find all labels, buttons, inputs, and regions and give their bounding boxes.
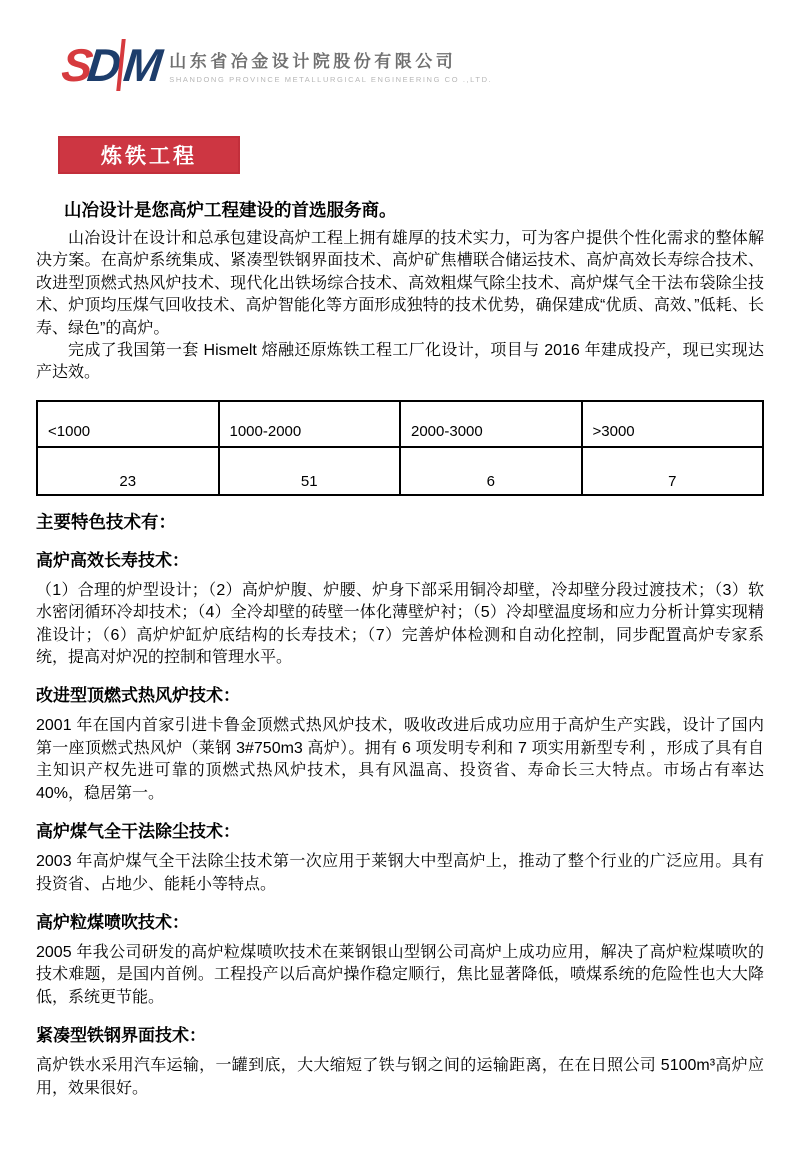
features-main-title: 主要特色技术有：: [36, 511, 176, 532]
logo-letter-d: D: [84, 39, 119, 91]
section-dry-dedusting: [36, 820, 764, 896]
section-top-combustion-stove: [36, 684, 764, 805]
table-header-cell: <1000: [37, 401, 219, 447]
section-body: 2003 年高炉煤气全干法除尘技术第一次应用于莱钢大中型高炉上，推动了整个行业的广泛应用。具有投资省、占地少、能耗小等特点。: [36, 853, 764, 893]
document-page: [0, 39, 800, 1173]
section-long-life-technology: [36, 549, 764, 670]
section-title: 高炉粒煤喷吹技术：: [36, 912, 189, 932]
company-name-english: SHANDONG PROVINCE METALLURGICAL ENGINEERING CO .,LTD.: [169, 74, 493, 84]
section-body: 2001 年在国内首家引进卡鲁金顶燃式热风炉技术，吸收改进后成功应用于高炉生产实践，设计了国内第一座顶燃式热风炉（莱钢 3#750m3 高炉）。拥有 6 项发明专利和 7 项实用新型专利 ，形成了具有自主知识产权先进可靠的顶燃式热风炉技术，具有风温高、投资省、寿命长三大特点。市场占有率达 40%，稳居第一。: [36, 717, 764, 802]
section-compact-iron-steel-interface: [36, 1024, 764, 1100]
logo-letter-m: M: [116, 39, 160, 91]
section-title: 改进型顶燃式热风炉技术：: [36, 686, 240, 706]
table-value-cell: 7: [582, 447, 764, 495]
table-value-cell: 51: [219, 447, 401, 495]
document-content: [36, 198, 764, 1100]
company-name-chinese: 山东省冶金设计院股份有限公司: [169, 51, 457, 71]
intro-headline: 山冶设计是您高炉工程建设的首选服务商。: [64, 200, 397, 220]
intro-paragraph-2: 完成了我国第一套 Hismelt 熔融还原炼铁工程工厂化设计，项目与 2016 年建成投产，现已实现达产达效。: [36, 342, 764, 382]
table-header-cell: 1000-2000: [219, 401, 401, 447]
table-value-cell: 6: [400, 447, 582, 495]
company-header: [59, 39, 800, 91]
company-names: [169, 47, 492, 84]
section-title: 紧凑型铁钢界面技术：: [36, 1026, 206, 1046]
section-banner-ironmaking: 炼铁工程: [58, 136, 240, 174]
section-title: 高炉煤气全干法除尘技术：: [36, 822, 240, 842]
intro-paragraph-1: 山冶设计在设计和总承包建设高炉工程上拥有雄厚的技术实力，可为客户提供个性化需求的整体解决方案。在高炉系统集成、紧凑型铁钢界面技术、高炉矿焦槽联合储运技术、高炉高效长寿综合技术、改进型顶燃式热风炉技术、现代化出铁场综合技术、高效粗煤气除尘技术、高炉煤气全干法布袋除尘技术、炉顶均压煤气回收技术、高炉智能化等方面形成独特的技术优势，确保建成“优质、高效、”低耗、长寿、绿色”的高炉。: [36, 230, 764, 337]
table-header-cell: >3000: [582, 401, 764, 447]
section-body: 高炉铁水采用汽车运输，一罐到底，大大缩短了铁与钢之间的运输距离，在在日照公司 5100m³高炉应用，效果很好。: [36, 1057, 764, 1097]
logo-letter-s: S: [59, 39, 91, 91]
blast-furnace-count-table: [36, 400, 764, 496]
table-value-row: [37, 447, 763, 495]
section-coal-injection: [36, 911, 764, 1009]
table-value-cell: 23: [37, 447, 219, 495]
table-header-row: [37, 401, 763, 447]
section-title: 高炉高效长寿技术：: [36, 550, 189, 570]
company-logo-icon: [59, 39, 160, 91]
section-body: （1）合理的炉型设计；（2）高炉炉腹、炉腰、炉身下部采用铜冷却壁，冷却壁分段过渡技术；（3）软水密闭循环冷却技术；（4）全冷却壁的砖壁一体化薄壁炉衬；（5）冷却壁温度场和应力分析计算实现精准设计；（6）高炉炉缸炉底结构的长寿技术；（7）完善炉体检测和自动化控制，同步配置高炉专家系统，提高对炉况的控制和管理水平。: [36, 581, 764, 667]
table-header-cell: 2000-3000: [400, 401, 582, 447]
section-body: 2005 年我公司研发的高炉粒煤喷吹技术在莱钢银山型钢公司高炉上成功应用，解决了高炉粒煤喷吹的技术难题，是国内首例。工程投产以后高炉操作稳定顺行，焦比显著降低，喷煤系统的危险性也大大降低，系统更节能。: [36, 943, 764, 1006]
